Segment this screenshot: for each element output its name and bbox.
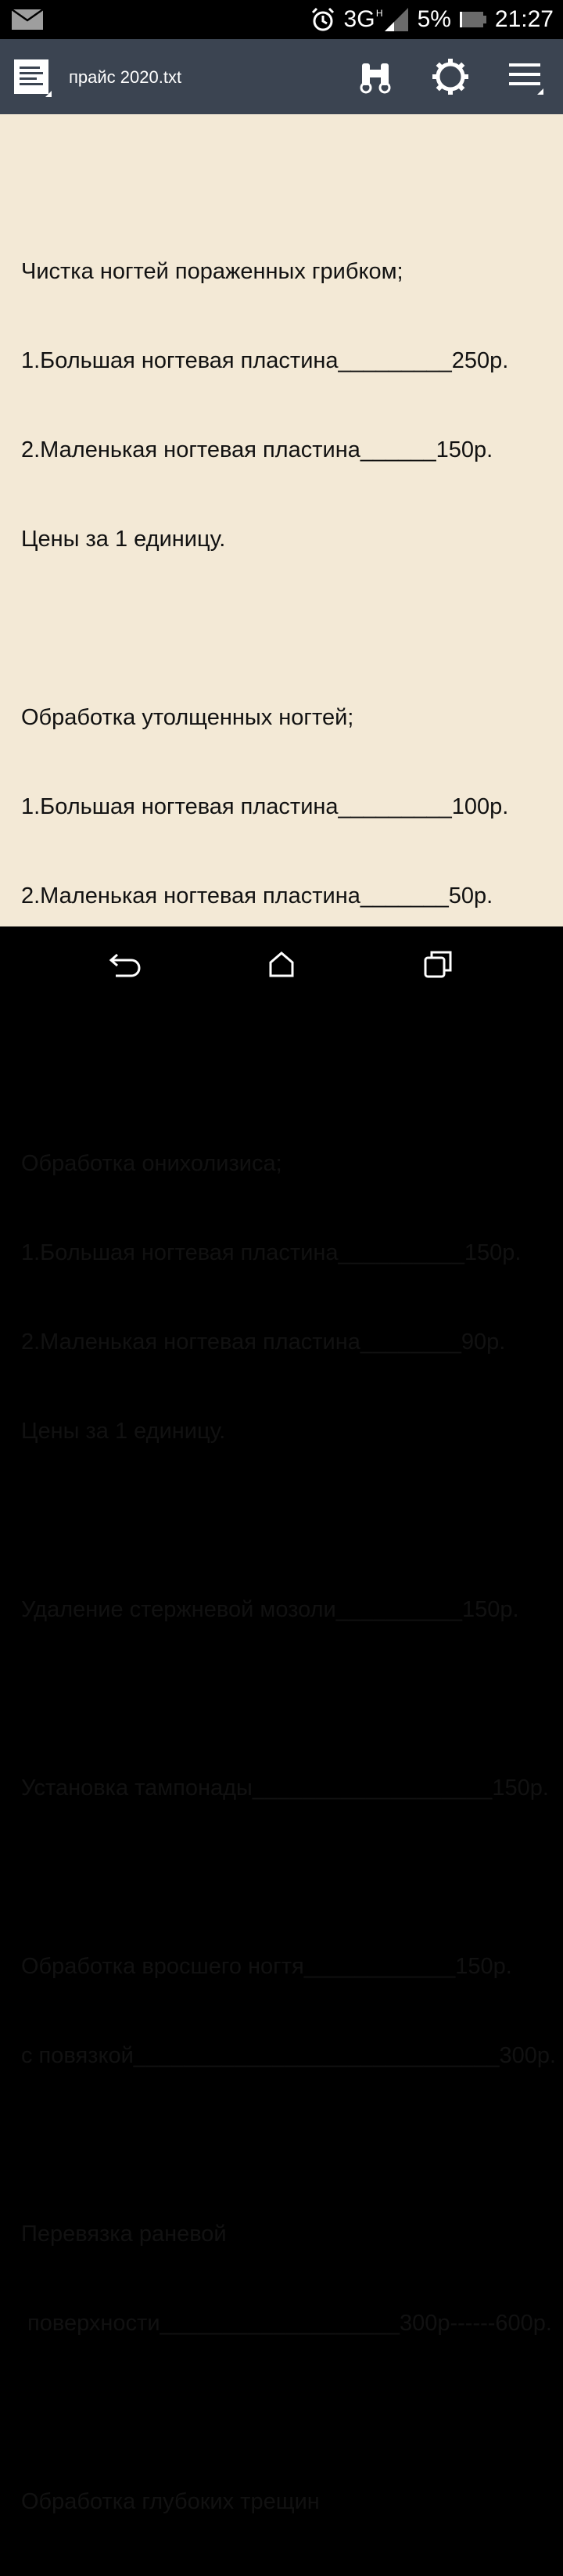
home-icon (267, 950, 296, 978)
recents-button[interactable] (414, 945, 461, 983)
menu-button[interactable] (504, 55, 547, 99)
signal-icon (383, 6, 410, 33)
text-line: с повязкой_____________________________300р. (21, 2043, 557, 2068)
battery-icon (459, 9, 487, 30)
text-line (21, 1060, 555, 1089)
text-line: Обработка утолщенных ногтей; (21, 705, 354, 730)
text-line: Обработка онихолизиса; (21, 1151, 282, 1176)
text-line: 2.Маленькая ногтевая пластина_______50р. (21, 883, 493, 908)
file-name: прайс 2020.txt (69, 67, 182, 87)
gear-icon (431, 57, 470, 96)
text-line (21, 167, 555, 197)
text-line: Обработка глубоких трещин (21, 2489, 320, 2514)
text-line: Обработка вросшего ногтя____________150р. (21, 1954, 512, 1979)
navigation-bar (0, 926, 563, 1002)
text-line: Чистка ногтей пораженных грибком; (21, 259, 403, 284)
recents-icon (422, 948, 454, 980)
mail-icon (11, 9, 44, 31)
text-line (21, 1684, 555, 1714)
binoculars-icon (357, 59, 393, 95)
app-bar (0, 39, 563, 116)
menu-icon (506, 57, 545, 96)
text-line: 2.Маленькая ногтевая пластина______150р. (21, 437, 493, 462)
text-line: поверхности___________________300р------600р. (21, 2311, 552, 2336)
text-line (21, 1506, 555, 1535)
alarm-icon (310, 6, 336, 33)
text-line: Удаление стержневой мозоли__________150р. (21, 1597, 519, 1622)
settings-button[interactable] (429, 55, 472, 99)
network-type: 3G H (343, 6, 383, 32)
battery-percent: 5% (417, 6, 451, 32)
document-view[interactable] (0, 114, 563, 2514)
back-button[interactable] (102, 945, 149, 983)
text-line: 1.Большая ногтевая пластина_________250р. (21, 348, 509, 373)
text-line: Цены за 1 единицу. (21, 1419, 226, 1444)
text-line (21, 2398, 555, 2427)
back-icon (108, 950, 142, 978)
text-line (21, 613, 555, 643)
text-line: 2.Маленькая ногтевая пластина________90р. (21, 1329, 506, 1355)
text-line (21, 2130, 555, 2160)
document-text (21, 108, 555, 2576)
home-button[interactable] (258, 945, 305, 983)
status-bar (0, 0, 563, 39)
text-line: 1.Большая ногтевая пластина__________150р. (21, 1240, 522, 1265)
text-line: 1.Большая ногтевая пластина_________100р. (21, 794, 509, 819)
text-line: Цены за 1 единицу. (21, 527, 226, 552)
document-icon[interactable] (13, 58, 52, 97)
search-button[interactable] (353, 55, 397, 99)
text-line: Установка тампонады___________________150р. (21, 1775, 549, 1801)
clock: 21:27 (494, 6, 554, 32)
text-line (21, 1862, 555, 1892)
text-line: Перевязка раневой (21, 2222, 227, 2247)
